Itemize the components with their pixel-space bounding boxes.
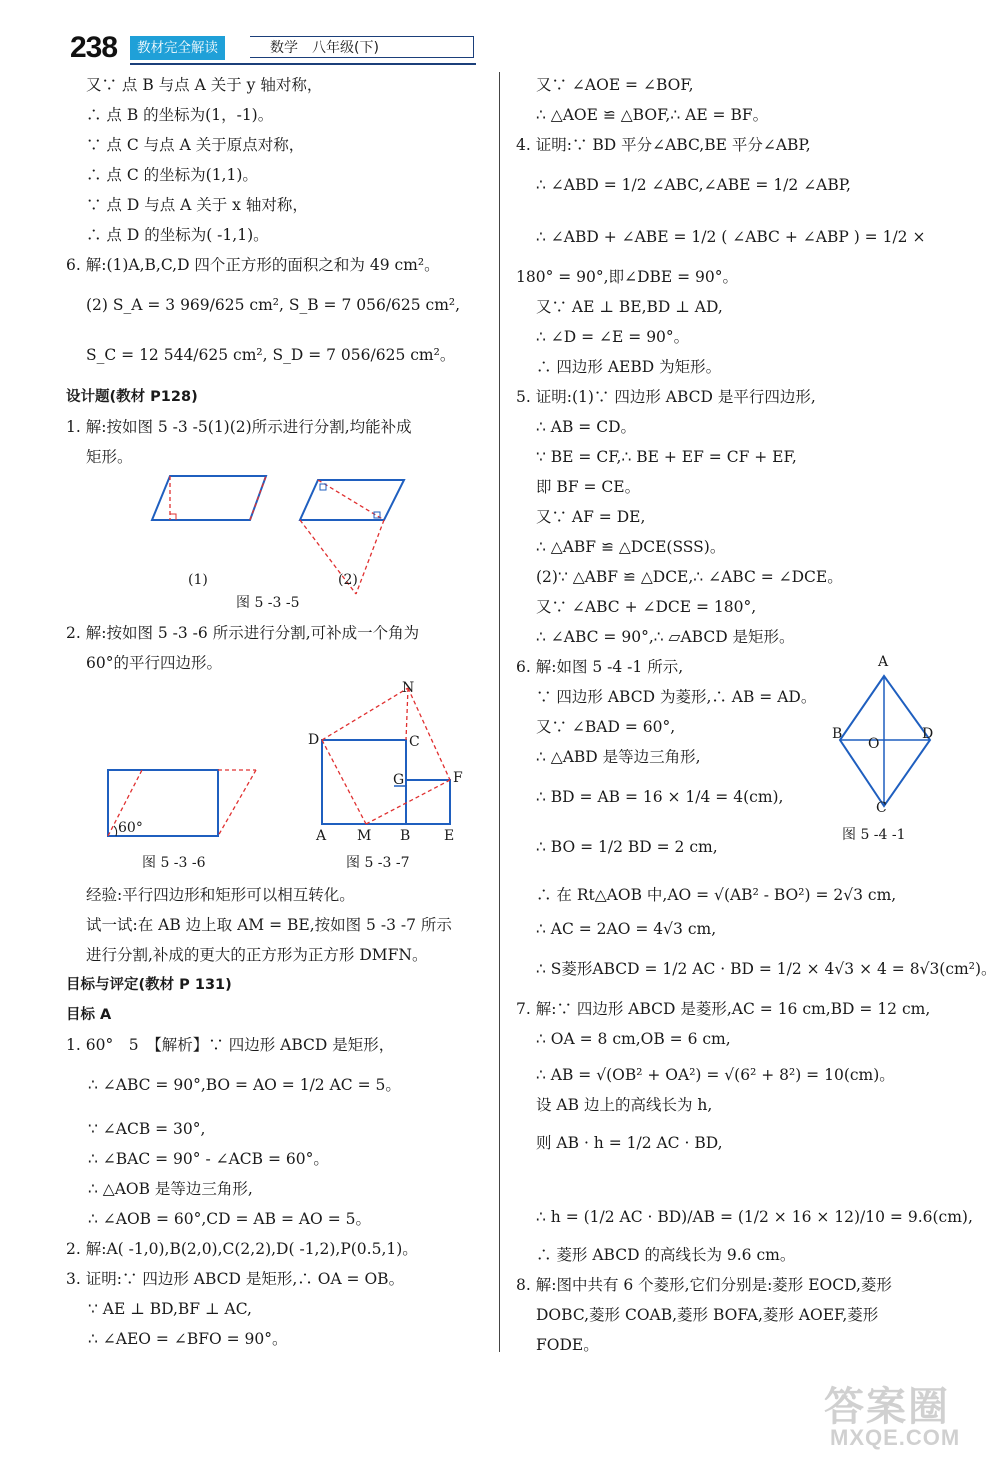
watermark-logo xyxy=(820,1375,990,1455)
text-line: 又∵ AF = DE, xyxy=(536,508,646,526)
point-label-E: E xyxy=(444,828,455,844)
text-line: ∴ ∠AOB = 60°,CD = AB = AO = 5。 xyxy=(88,1210,371,1228)
text-line: ∴ ∠D = ∠E = 90°。 xyxy=(536,328,690,346)
figure-caption: 图 5 -3 -6 xyxy=(142,855,206,871)
point-label-B: B xyxy=(400,828,411,844)
text-line: 2. 解:A( -1,0),B(2,0),C(2,2),D( -1,2),P(0.5,1)。 xyxy=(66,1240,418,1258)
point-label-A: A xyxy=(878,654,889,670)
column-divider xyxy=(499,72,500,1352)
text-line: 又∵ ∠BAD = 60°, xyxy=(536,718,676,736)
text-line: 试一试:在 AB 边上取 AM = BE,按如图 5 -3 -7 所示 xyxy=(86,916,452,934)
text-line: ∴ ∠AEO = ∠BFO = 90°。 xyxy=(88,1330,288,1348)
text-line: (2)∵ △ABF ≌ △DCE,∴ ∠ABC = ∠DCE。 xyxy=(536,568,843,586)
text-line: ∴ 四边形 AEBD 为矩形。 xyxy=(536,358,722,376)
text-line: 3. 证明:∵ 四边形 ABCD 是矩形,∴ OA = OB。 xyxy=(66,1270,405,1288)
text-line: 180° = 90°,即∠DBE = 90°。 xyxy=(516,268,739,286)
subject-label: 数学 八年级(下) xyxy=(250,36,474,58)
point-label-C: C xyxy=(409,734,420,750)
formula-line: ∴ AB = √(OB² + OA²) = √(6² + 8²) = 10(cm)。 xyxy=(536,1066,895,1084)
text-line: 2. 解:按如图 5 -3 -6 所示进行分割,可补成一个角为 xyxy=(66,624,420,642)
text-line: ∵ 点 C 与点 A 关于原点对称， xyxy=(86,136,305,154)
formula-line: (2) S_A = 3 969/625 cm², S_B = 7 056/625 cm², xyxy=(86,296,461,314)
text-line: ∴ OA = 8 cm,OB = 6 cm, xyxy=(536,1030,731,1048)
figure-subcaption: (2) xyxy=(338,572,358,588)
point-label-F: F xyxy=(453,770,463,786)
text-line: 设 AB 边上的高线长为 h, xyxy=(536,1096,713,1114)
formula-line: S_C = 12 544/625 cm², S_D = 7 056/625 cm²。 xyxy=(86,346,456,364)
formula-line: ∴ BD = AB = 16 × 1/4 = 4(cm), xyxy=(536,788,784,806)
text-line: FODE。 xyxy=(536,1336,599,1354)
text-line: ∴ △ABF ≌ △DCE(SSS)。 xyxy=(536,538,726,556)
text-line: ∴ △AOE ≌ △BOF,∴ AE = BF。 xyxy=(536,106,769,124)
text-line: 矩形。 xyxy=(86,448,133,466)
text-line: 又∵ 点 B 与点 A 关于 y 轴对称， xyxy=(86,76,323,94)
text-line: 60°的平行四边形。 xyxy=(86,654,222,672)
text-line: 又∵ AE ⊥ BE,BD ⊥ AD, xyxy=(536,298,723,316)
text-line: ∴ 点 B 的坐标为(1，-1)。 xyxy=(86,106,274,124)
formula-line: 则 AB · h = 1/2 AC · BD, xyxy=(536,1134,723,1152)
formula-line: ∴ AC = 2AO = 4√3 cm, xyxy=(536,920,717,938)
point-label-M: M xyxy=(357,828,372,844)
formula-line: ∴ ∠ABD = 1/2 ∠ABC,∠ABE = 1/2 ∠ABP, xyxy=(536,176,851,194)
text-line: DOBC,菱形 COAB,菱形 BOFA,菱形 AOEF,菱形 xyxy=(536,1306,879,1324)
text-line: ∴ 菱形 ABCD 的高线长为 9.6 cm。 xyxy=(536,1246,796,1264)
page-header xyxy=(70,32,450,66)
text-line: 4. 证明:∵ BD 平分∠ABC,BE 平分∠ABP, xyxy=(516,136,811,154)
text-line: ∴ △ABD 是等边三角形, xyxy=(536,748,701,766)
text-line: 又∵ ∠AOE = ∠BOF, xyxy=(536,76,694,94)
section-heading: 目标与评定(教材 P 131) xyxy=(66,977,232,993)
text-line: ∵ BE = CF,∴ BE + EF = CF + EF, xyxy=(536,448,797,466)
formula-line: ∴ ∠ABD + ∠ABE = 1/2 ( ∠ABC + ∠ABP ) = 1/2 × xyxy=(536,228,926,246)
figure-caption: 图 5 -3 -7 xyxy=(346,855,410,871)
text-line: 7. 解:∵ 四边形 ABCD 是菱形,AC = 16 cm,BD = 12 cm, xyxy=(516,1000,931,1018)
series-badge: 教材完全解读 xyxy=(130,36,225,60)
text-line: ∴ ∠BAC = 90° - ∠ACB = 60°。 xyxy=(88,1150,329,1168)
figure-5-4-1 xyxy=(836,670,936,820)
text-line: ∴ 点 C 的坐标为(1,1)。 xyxy=(86,166,258,184)
section-heading: 设计题(教材 P128) xyxy=(66,389,198,405)
text-line: 8. 解:图中共有 6 个菱形,它们分别是:菱形 EOCD,菱形 xyxy=(516,1276,892,1294)
point-label-G: G xyxy=(393,772,405,788)
text-line: ∴ △AOB 是等边三角形, xyxy=(88,1180,253,1198)
formula-line: ∴ ∠ABC = 90°,BO = AO = 1/2 AC = 5。 xyxy=(88,1076,401,1094)
formula-line: ∴ BO = 1/2 BD = 2 cm, xyxy=(536,838,718,856)
formula-line: ∴ h = (1/2 AC · BD)/AB = (1/2 × 16 × 12)/10 = 9.6(cm), xyxy=(536,1208,973,1226)
text-line: ∴ ∠ABC = 90°,∴ ▱ABCD 是矩形。 xyxy=(536,628,795,646)
point-label-C: C xyxy=(876,800,887,816)
watermark-text: 答案圈 xyxy=(824,1384,950,1430)
text-line: 又∵ ∠ABC + ∠DCE = 180°, xyxy=(536,598,757,616)
text-line: ∵ 点 D 与点 A 关于 x 轴对称， xyxy=(86,196,308,214)
point-label-D: D xyxy=(922,726,934,742)
figure-caption: 图 5 -4 -1 xyxy=(842,827,906,843)
point-label-N: N xyxy=(402,680,415,696)
text-line: ∴ AB = CD。 xyxy=(536,418,637,436)
section-heading: 目标 A xyxy=(66,1007,112,1023)
point-label-A: A xyxy=(316,828,327,844)
text-line: 进行分割,补成的更大的正方形为正方形 DMFN。 xyxy=(86,946,428,964)
formula-line: ∴ S菱形ABCD = 1/2 AC · BD = 1/2 × 4√3 × 4 = 8√3(cm²)。 xyxy=(536,960,997,978)
text-line: 即 BF = CE。 xyxy=(536,478,641,496)
angle-label: 60° xyxy=(118,820,143,836)
figure-5-3-7 xyxy=(296,684,476,834)
header-rule xyxy=(130,63,476,65)
watermark-url: MXQE.COM xyxy=(830,1425,961,1450)
page-number: 238 xyxy=(70,31,118,64)
point-label-B: B xyxy=(832,726,843,742)
text-line: ∴ 点 D 的坐标为( -1,1)。 xyxy=(86,226,269,244)
text-line: 6. 解:如图 5 -4 -1 所示, xyxy=(516,658,684,676)
text-line: ∵ ∠ACB = 30°, xyxy=(88,1120,206,1138)
formula-line: ∴ 在 Rt△AOB 中,AO = √(AB² - BO²) = 2√3 cm, xyxy=(536,886,897,904)
text-line: ∵ 四边形 ABCD 为菱形,∴ AB = AD。 xyxy=(536,688,817,706)
point-label-D: D xyxy=(308,732,320,748)
figure-subcaption: (1) xyxy=(188,572,208,588)
text-line: 5. 证明:(1)∵ 四边形 ABCD 是平行四边形, xyxy=(516,388,816,406)
text-line: 1. 60° 5 【解析】∵ 四边形 ABCD 是矩形， xyxy=(66,1036,395,1054)
text-line: 6. 解:(1)A,B,C,D 四个正方形的面积之和为 49 cm²。 xyxy=(66,256,440,274)
figure-caption: 图 5 -3 -5 xyxy=(236,595,300,611)
text-line: 经验:平行四边形和矩形可以相互转化。 xyxy=(86,886,355,904)
point-label-O: O xyxy=(868,736,880,752)
text-line: 1. 解:按如图 5 -3 -5(1)(2)所示进行分割,均能补成 xyxy=(66,418,412,436)
text-line: ∵ AE ⊥ BD,BF ⊥ AC, xyxy=(88,1300,252,1318)
